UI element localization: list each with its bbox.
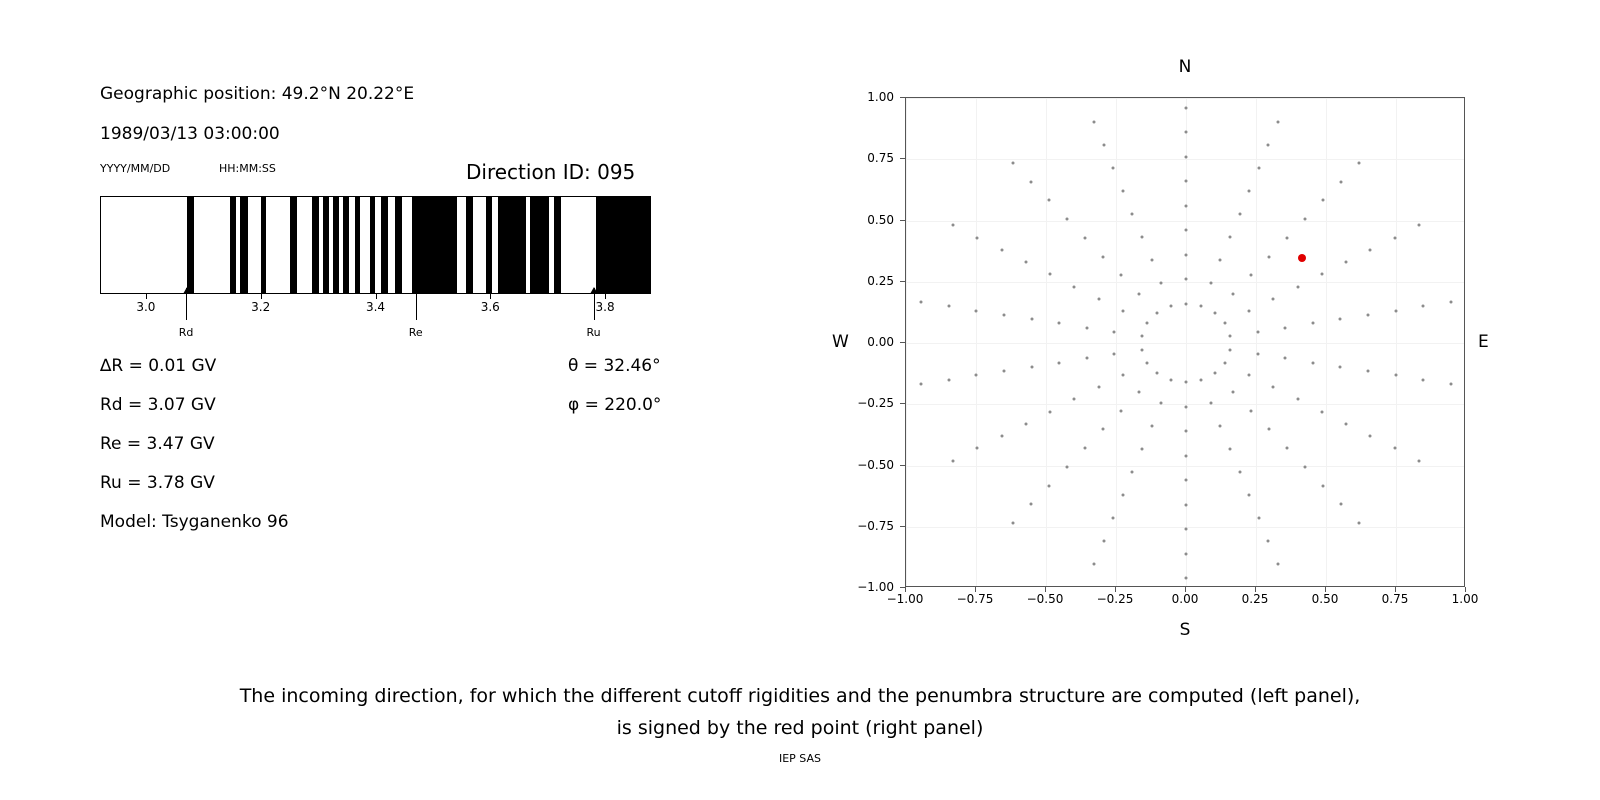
direction-point — [1102, 428, 1105, 431]
direction-point — [1000, 435, 1003, 438]
direction-point — [1138, 293, 1141, 296]
direction-point — [1185, 454, 1188, 457]
y-tick-mark — [900, 158, 905, 159]
direction-point — [920, 301, 923, 304]
direction-point — [1085, 357, 1088, 360]
direction-point — [1219, 424, 1222, 427]
direction-point — [1369, 248, 1372, 251]
direction-point — [1185, 552, 1188, 555]
direction-point — [1030, 365, 1033, 368]
penumbra-marker-label: Rd — [178, 326, 194, 339]
penumbra-bar — [100, 196, 651, 294]
direction-point — [1112, 167, 1115, 170]
direction-point — [1012, 522, 1015, 525]
direction-point — [1320, 273, 1323, 276]
penumbra-tick-label: 3.6 — [480, 300, 500, 314]
selected-direction-point[interactable] — [1298, 254, 1306, 262]
direction-point — [1030, 180, 1033, 183]
direction-point — [1140, 236, 1143, 239]
direction-point — [1339, 318, 1342, 321]
direction-point — [1321, 484, 1324, 487]
direction-point — [1185, 430, 1188, 433]
direction-point — [1156, 311, 1159, 314]
direction-point — [1030, 318, 1033, 321]
penumbra-tick-mark — [146, 294, 147, 299]
geographic-position-label: Geographic position: 49.2°N 20.22°E — [100, 84, 415, 104]
y-tick-label: 0.50 — [867, 212, 894, 227]
direction-point — [1393, 236, 1396, 239]
compass-south-label: S — [1179, 620, 1191, 640]
x-tick-label: 0.00 — [1171, 592, 1199, 606]
direction-point — [1066, 465, 1069, 468]
direction-point — [1284, 326, 1287, 329]
x-tick-label: −1.00 — [886, 592, 924, 606]
direction-point — [1185, 479, 1188, 482]
direction-point — [1345, 261, 1348, 264]
direction-point — [1030, 503, 1033, 506]
direction-point — [1156, 372, 1159, 375]
direction-point — [1249, 274, 1252, 277]
direction-point — [1185, 131, 1188, 134]
y-tick-mark — [900, 342, 905, 343]
direction-point — [1066, 218, 1069, 221]
direction-point — [976, 236, 979, 239]
direction-point — [1120, 274, 1123, 277]
penumbra-tick-mark — [605, 294, 606, 299]
gridline — [906, 98, 907, 586]
y-tick-label: 0.25 — [867, 273, 894, 288]
gridline — [1256, 98, 1257, 586]
direction-point — [1093, 563, 1096, 566]
model-value: Model: Tsyganenko 96 — [100, 512, 289, 532]
direction-point — [1209, 282, 1212, 285]
y-tick-label: −0.25 — [857, 396, 894, 411]
direction-point — [1213, 311, 1216, 314]
direction-point — [1248, 190, 1251, 193]
direction-point — [1073, 398, 1076, 401]
y-tick-mark — [900, 220, 905, 221]
sky-map-plot — [905, 97, 1465, 587]
direction-point — [1024, 422, 1027, 425]
direction-point — [1209, 401, 1212, 404]
direction-point — [1219, 259, 1222, 262]
direction-point — [1003, 370, 1006, 373]
direction-point — [1185, 180, 1188, 183]
penumbra-band — [355, 197, 361, 293]
direction-point — [1049, 273, 1052, 276]
y-tick-label: 1.00 — [867, 90, 894, 104]
penumbra-chart — [100, 196, 651, 294]
penumbra-band — [261, 197, 267, 293]
direction-point — [1357, 161, 1360, 164]
direction-point — [1238, 470, 1241, 473]
direction-point — [1276, 563, 1279, 566]
direction-point — [1085, 326, 1088, 329]
y-tick-label: 0.75 — [867, 151, 894, 166]
direction-point — [1229, 335, 1232, 338]
direction-point — [1311, 361, 1314, 364]
direction-point — [1339, 503, 1342, 506]
direction-point — [1185, 204, 1188, 207]
direction-point — [1140, 348, 1143, 351]
x-tick-label: −0.50 — [1026, 592, 1064, 606]
direction-point — [1185, 528, 1188, 531]
direction-id-label: Direction ID: 095 — [466, 160, 636, 184]
direction-point — [1256, 330, 1259, 333]
datetime-label: 1989/03/13 03:00:00 — [100, 124, 280, 144]
direction-point — [947, 378, 950, 381]
direction-point — [1084, 447, 1087, 450]
penumbra-tick-mark — [376, 294, 377, 299]
date-format-hint: YYYY/MM/DD — [100, 162, 171, 175]
direction-point — [1049, 410, 1052, 413]
penumbra-band — [596, 197, 651, 293]
gridline — [906, 98, 1464, 99]
penumbra-band — [343, 197, 349, 293]
direction-point — [1102, 144, 1105, 147]
direction-point — [1121, 493, 1124, 496]
direction-point — [1185, 302, 1188, 305]
direction-point — [1267, 428, 1270, 431]
penumbra-axis — [100, 294, 651, 354]
credit-label: IEP SAS — [778, 752, 822, 765]
direction-point — [1369, 435, 1372, 438]
direction-point — [1058, 361, 1061, 364]
direction-point — [952, 459, 955, 462]
penumbra-marker-label: Re — [408, 326, 423, 339]
direction-point — [976, 447, 979, 450]
direction-point — [1003, 313, 1006, 316]
direction-point — [1276, 120, 1279, 123]
caption-line-2: is signed by the red point (right panel) — [616, 717, 984, 739]
penumbra-band — [412, 197, 457, 293]
direction-point — [1357, 522, 1360, 525]
direction-point — [1394, 374, 1397, 377]
direction-point — [1150, 259, 1153, 262]
direction-point — [1097, 386, 1100, 389]
time-format-hint: HH:MM:SS — [219, 162, 276, 175]
direction-point — [1231, 390, 1234, 393]
direction-point — [1284, 357, 1287, 360]
penumbra-band — [554, 197, 561, 293]
direction-point — [1422, 378, 1425, 381]
direction-point — [1121, 190, 1124, 193]
compass-east-label: E — [1478, 332, 1489, 352]
direction-point — [1272, 386, 1275, 389]
gridline — [906, 466, 1464, 467]
delta-r-value: ∆R = 0.01 GV — [100, 356, 217, 376]
direction-point — [1229, 348, 1232, 351]
direction-point — [1058, 322, 1061, 325]
gridline — [906, 159, 1464, 160]
direction-point — [1449, 382, 1452, 385]
direction-point — [1345, 422, 1348, 425]
penumbra-band — [240, 197, 247, 293]
direction-point — [1113, 353, 1116, 356]
direction-point — [1321, 199, 1324, 202]
gridline — [906, 282, 1464, 283]
direction-point — [1120, 409, 1123, 412]
right-panel — [800, 0, 1600, 660]
direction-point — [1093, 120, 1096, 123]
direction-point — [1000, 248, 1003, 251]
direction-point — [1200, 305, 1203, 308]
y-tick-label: −0.75 — [857, 518, 894, 533]
direction-point — [1366, 313, 1369, 316]
direction-point — [1303, 465, 1306, 468]
left-panel — [0, 0, 760, 660]
theta-value: θ = 32.46° — [568, 356, 661, 376]
compass-west-label: W — [832, 332, 849, 352]
gridline — [1326, 98, 1327, 586]
direction-point — [1267, 539, 1270, 542]
x-tick-label: −0.25 — [1096, 592, 1134, 606]
direction-point — [1296, 398, 1299, 401]
y-tick-mark — [900, 465, 905, 466]
penumbra-band — [466, 197, 473, 293]
gridline — [906, 343, 1464, 344]
penumbra-band — [333, 197, 339, 293]
direction-point — [1185, 155, 1188, 158]
direction-point — [1185, 503, 1188, 506]
direction-point — [1102, 255, 1105, 258]
direction-point — [1285, 447, 1288, 450]
direction-point — [975, 374, 978, 377]
direction-point — [1248, 493, 1251, 496]
direction-point — [1320, 410, 1323, 413]
direction-point — [1229, 236, 1232, 239]
direction-point — [1238, 213, 1241, 216]
penumbra-tick-label: 3.4 — [365, 300, 386, 314]
direction-point — [1146, 322, 1149, 325]
direction-point — [1146, 361, 1149, 364]
direction-point — [1223, 322, 1226, 325]
direction-point — [1121, 373, 1124, 376]
direction-point — [1102, 539, 1105, 542]
direction-point — [1339, 365, 1342, 368]
penumbra-band — [230, 197, 236, 293]
direction-point — [1024, 261, 1027, 264]
penumbra-tick-label: 3.8 — [595, 300, 615, 314]
direction-point — [1231, 293, 1234, 296]
direction-point — [1417, 459, 1420, 462]
x-tick-label: 0.50 — [1311, 592, 1339, 606]
direction-point — [1422, 305, 1425, 308]
direction-point — [1169, 305, 1172, 308]
penumbra-marker-arrow — [594, 288, 595, 320]
direction-point — [1213, 372, 1216, 375]
y-tick-mark — [900, 403, 905, 404]
y-tick-mark — [900, 526, 905, 527]
direction-point — [1366, 370, 1369, 373]
y-tick-mark — [900, 281, 905, 282]
direction-point — [1138, 390, 1141, 393]
direction-point — [1160, 282, 1163, 285]
penumbra-marker-arrow — [416, 288, 417, 320]
direction-point — [1185, 106, 1188, 109]
direction-point — [1229, 447, 1232, 450]
penumbra-tick-label: 3.0 — [136, 300, 156, 314]
direction-point — [1285, 236, 1288, 239]
x-tick-label: 1.00 — [1451, 592, 1479, 606]
direction-point — [975, 309, 978, 312]
x-tick-label: 0.75 — [1381, 592, 1409, 606]
direction-point — [1131, 213, 1134, 216]
direction-point — [1084, 236, 1087, 239]
direction-point — [1393, 447, 1396, 450]
direction-point — [1048, 199, 1051, 202]
penumbra-band — [370, 197, 376, 293]
gridline — [1116, 98, 1117, 586]
direction-point — [1249, 409, 1252, 412]
y-tick-label: −0.50 — [857, 457, 894, 472]
gridline — [976, 98, 977, 586]
direction-point — [1394, 309, 1397, 312]
direction-point — [1339, 180, 1342, 183]
direction-point — [1185, 381, 1188, 384]
y-tick-label: −1.00 — [857, 580, 894, 594]
direction-point — [1140, 447, 1143, 450]
figure-caption — [0, 680, 1600, 744]
x-tick-label: −0.75 — [956, 592, 994, 606]
direction-point — [1073, 285, 1076, 288]
direction-point — [1121, 310, 1124, 313]
ru-value: Ru = 3.78 GV — [100, 473, 215, 493]
direction-point — [1200, 378, 1203, 381]
penumbra-band — [395, 197, 402, 293]
direction-point — [1256, 353, 1259, 356]
caption-line-1: The incoming direction, for which the different cutoff rigidities and the penumbra structure are computed (left panel), — [239, 685, 1361, 707]
penumbra-tick-mark — [261, 294, 262, 299]
direction-point — [1185, 253, 1188, 256]
y-tick-mark — [900, 587, 905, 588]
direction-point — [920, 382, 923, 385]
direction-point — [1131, 470, 1134, 473]
direction-point — [1097, 297, 1100, 300]
direction-point — [1113, 330, 1116, 333]
direction-point — [1185, 229, 1188, 232]
direction-point — [1169, 378, 1172, 381]
direction-point — [1140, 335, 1143, 338]
direction-point — [1257, 516, 1260, 519]
re-value: Re = 3.47 GV — [100, 434, 215, 454]
direction-point — [1185, 278, 1188, 281]
direction-point — [1048, 484, 1051, 487]
direction-point — [1449, 301, 1452, 304]
penumbra-band — [290, 197, 297, 293]
gridline — [1396, 98, 1397, 586]
direction-point — [952, 224, 955, 227]
y-tick-mark — [900, 97, 905, 98]
direction-point — [1185, 577, 1188, 580]
penumbra-marker-label: Ru — [586, 326, 601, 339]
penumbra-tick-label: 3.2 — [251, 300, 271, 314]
penumbra-band — [486, 197, 493, 293]
penumbra-band — [381, 197, 388, 293]
direction-point — [1303, 218, 1306, 221]
gridline — [906, 221, 1464, 222]
direction-point — [1257, 167, 1260, 170]
direction-point — [1311, 322, 1314, 325]
penumbra-tick-mark — [490, 294, 491, 299]
direction-point — [1267, 144, 1270, 147]
compass-north-label: N — [1178, 57, 1192, 77]
penumbra-band — [323, 197, 330, 293]
y-tick-label: 0.00 — [867, 335, 894, 349]
penumbra-band — [312, 197, 319, 293]
gridline — [1186, 98, 1187, 586]
direction-point — [1150, 424, 1153, 427]
direction-point — [1272, 297, 1275, 300]
direction-point — [947, 305, 950, 308]
penumbra-band — [530, 197, 548, 293]
penumbra-marker-arrow — [186, 288, 187, 320]
direction-point — [1417, 224, 1420, 227]
rd-value: Rd = 3.07 GV — [100, 395, 216, 415]
direction-point — [1112, 516, 1115, 519]
phi-value: φ = 220.0° — [568, 395, 662, 415]
direction-point — [1248, 373, 1251, 376]
direction-point — [1223, 361, 1226, 364]
direction-point — [1267, 255, 1270, 258]
direction-point — [1248, 310, 1251, 313]
penumbra-band — [187, 197, 194, 293]
penumbra-band — [498, 197, 526, 293]
direction-point — [1012, 161, 1015, 164]
gridline — [1046, 98, 1047, 586]
direction-point — [1296, 285, 1299, 288]
direction-point — [1160, 401, 1163, 404]
x-tick-label: 0.25 — [1241, 592, 1269, 606]
direction-point — [1185, 405, 1188, 408]
